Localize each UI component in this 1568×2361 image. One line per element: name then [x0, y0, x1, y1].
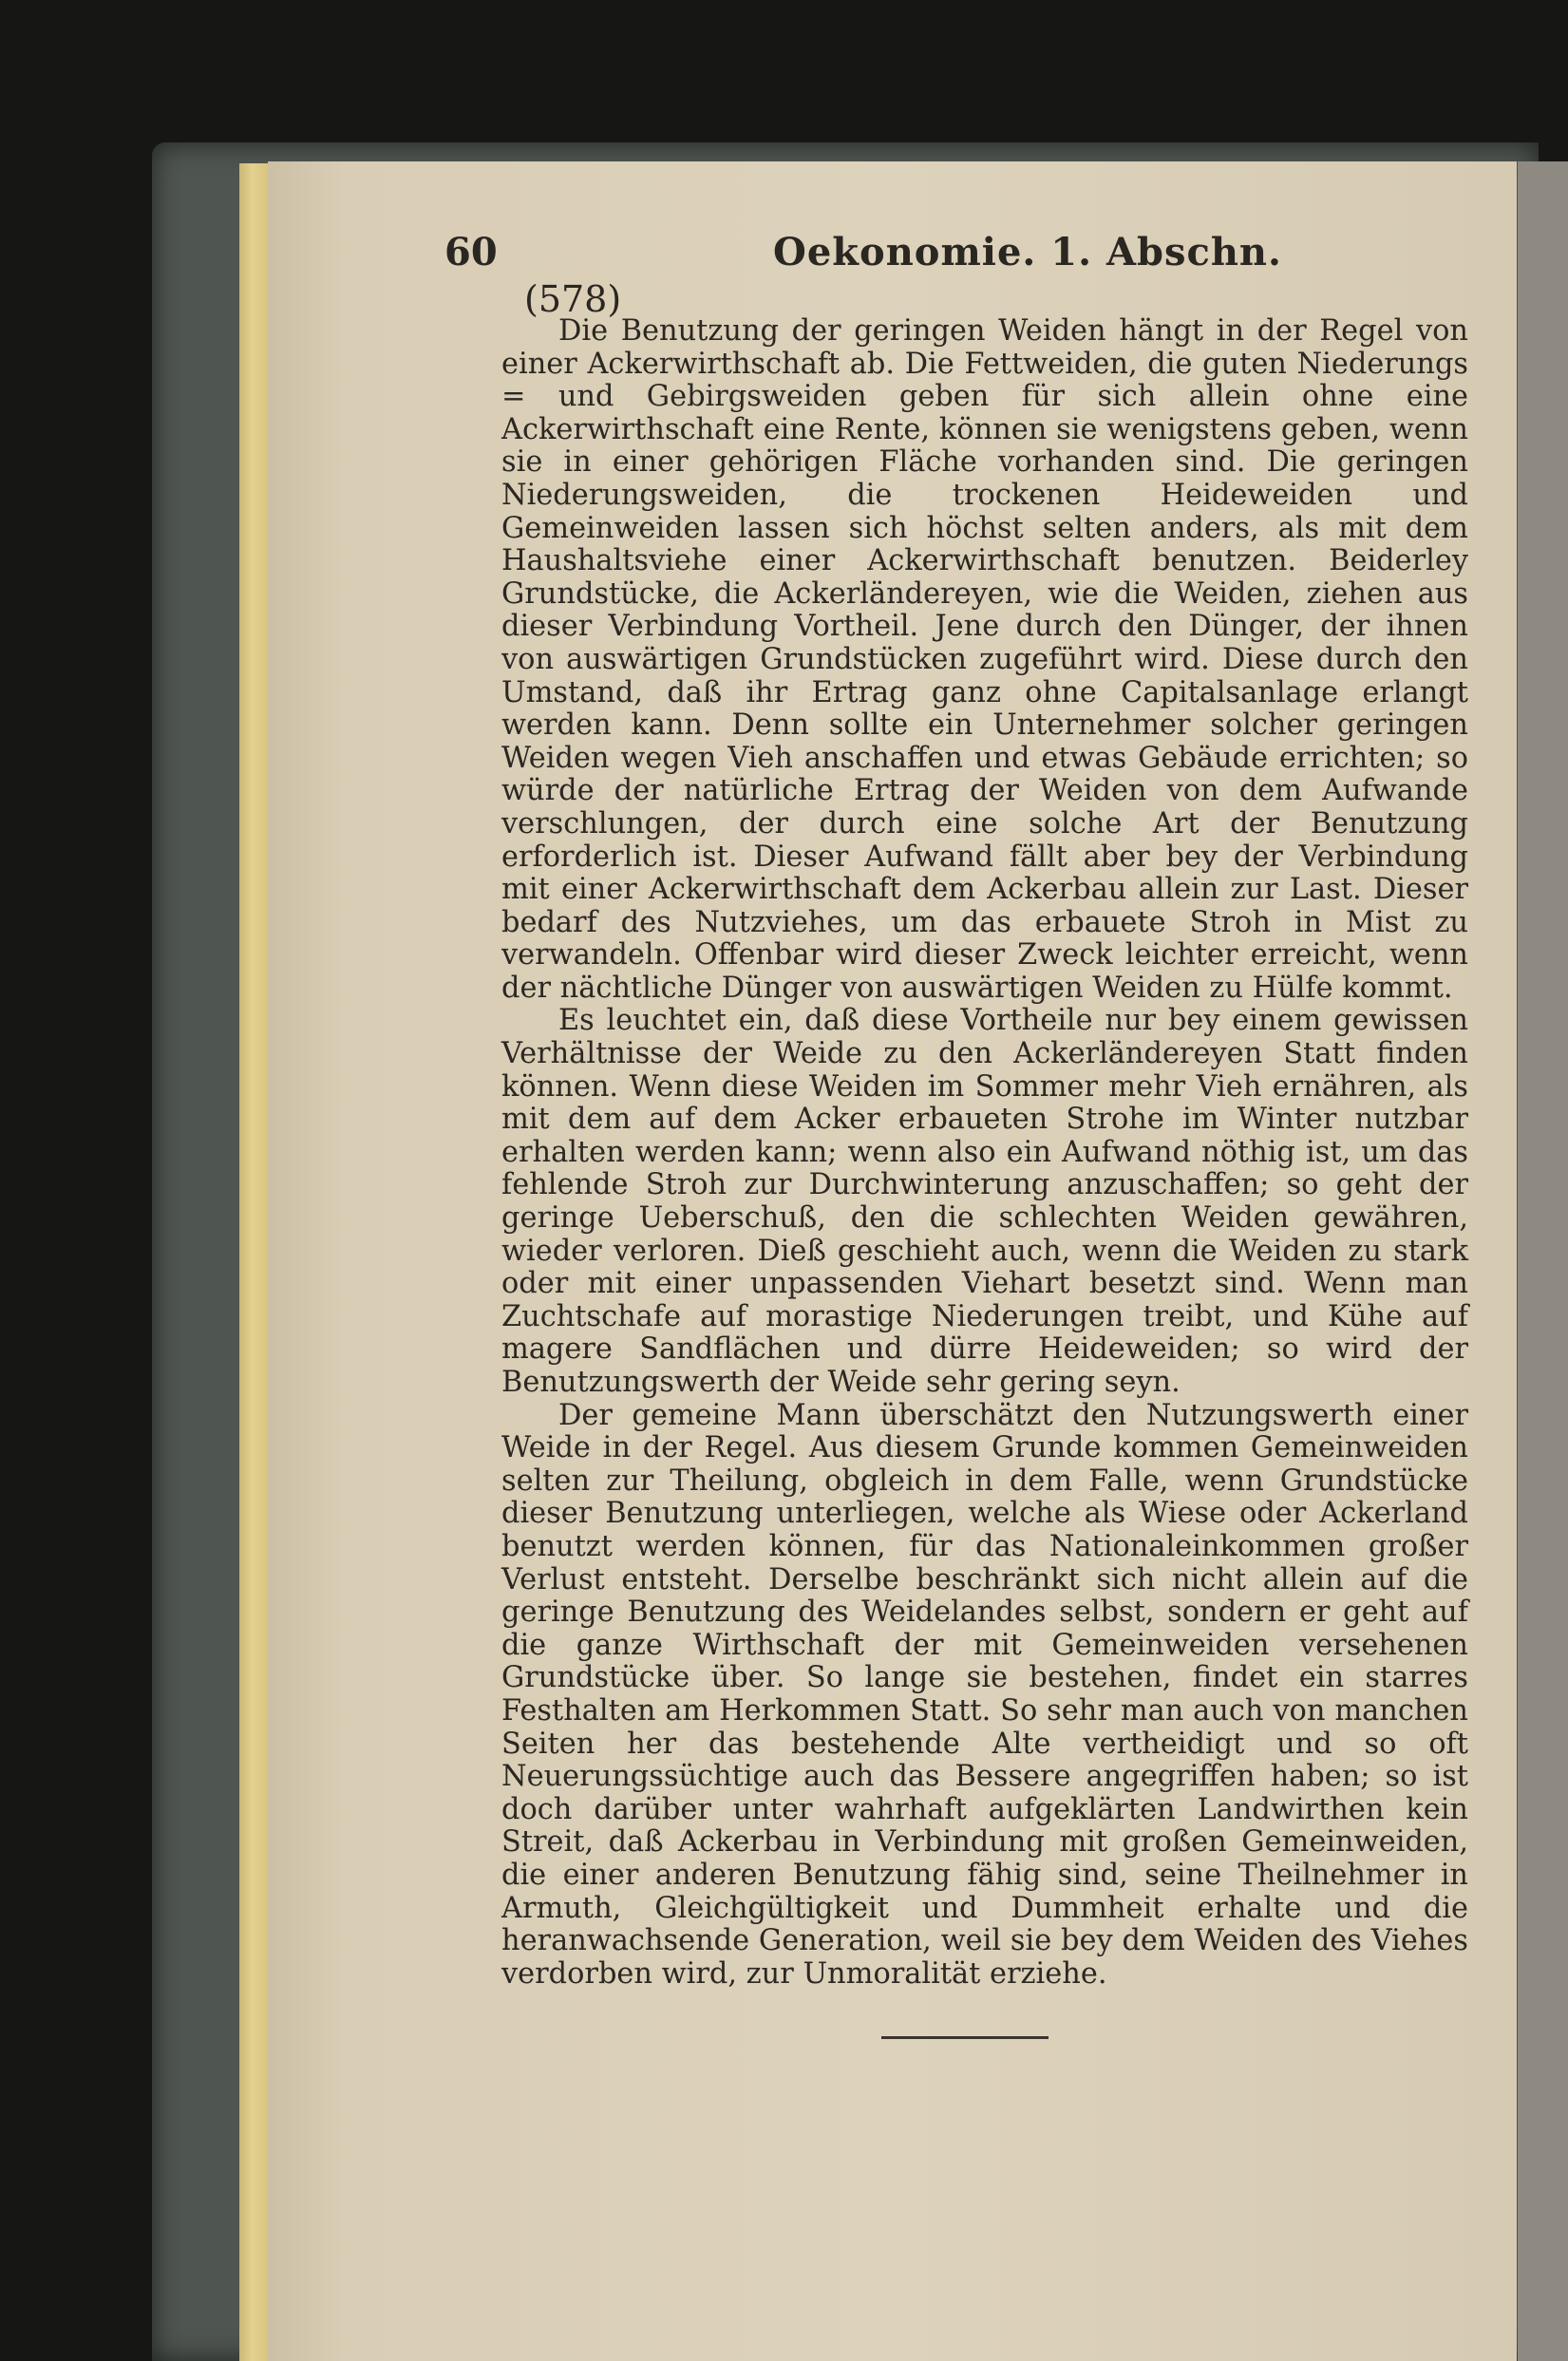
paragraph: Es leuchtet ein, daß diese Vortheile nur bey einem gewissen Verhältnisse der Weide zu den Ackerländereyen Statt finden können. Wenn diese Weiden im Sommer mehr Vieh ernähren, als mit dem auf dem Acker erbaueten Strohe im Winter nutzbar erhalten werden kann; wenn also ein Aufwand nöthig ist, um das fehlende Stroh zur Durchwinterung anzuschaffen; so geht der geringe Ueberschuß, den die schlechten Weiden gewähren, wieder verloren. Dieß geschieht auch, wenn die Weiden zu stark oder mit einer unpassenden Viehart besetzt sind. Wenn man Zuchtschafe auf morastige Niederungen treibt, und Kühe auf magere Sandflächen und dürre Heideweiden; so wird der Benutzungswerth der Weide sehr gering seyn. [501, 1004, 1468, 1399]
page-edge [239, 163, 270, 2361]
page-number: 60 [444, 230, 498, 274]
page-header [444, 230, 1470, 277]
section-number: (578) [524, 278, 622, 320]
running-head: Oekonomie. 1. Abschn. [773, 230, 1282, 274]
end-rule [881, 2036, 1048, 2039]
next-page-edge [1518, 161, 1568, 2361]
paragraph: Die Benutzung der geringen Weiden hängt in der Regel von einer Ackerwirthschaft ab. Die Fettweiden, die guten Niederungs = und Gebirgsweiden geben für sich allein ohne eine Ackerwirthschaft eine Rente, können sie wenigstens geben, wenn sie in einer gehörigen Fläche vorhanden sind. Die geringen Niederungsweiden, die trockenen Heideweiden und Gemeinweiden lassen sich höchst selten anders, als mit dem Haushaltsviehe einer Ackerwirthschaft benutzen. Beiderley Grundstücke, die Ackerländereyen, wie die Weiden, ziehen aus dieser Verbindung Vortheil. Jene durch den Dünger, der ihnen von auswärtigen Grundstücken zugeführt wird. Diese durch den Umstand, daß ihr Ertrag ganz ohne Capitalsanlage erlangt werden kann. Denn sollte ein Unternehmer solcher geringen Weiden wegen Vieh anschaffen und etwas Gebäude errichten; so würde der natürliche Ertrag der Weiden von dem Aufwande verschlungen, der durch eine solche Art der Benutzung erforderlich ist. Dieser Aufwand fällt aber bey der Verbindung mit einer Ackerwirthschaft dem Ackerbau allein zur Last. Dieser bedarf des Nutzviehes, um das erbauete Stroh in Mist zu verwandeln. Offenbar wird dieser Zweck leichter erreicht, wenn der nächtliche Dünger von auswärtigen Weiden zu Hülfe kommt. [501, 314, 1468, 1005]
body-text [501, 315, 1468, 1991]
paragraph: Der gemeine Mann überschätzt den Nutzungswerth einer Weide in der Regel. Aus diesem Grunde kommen Gemeinweiden selten zur Theilung, obgleich in dem Falle, wenn Grundstücke dieser Benutzung unterliegen, welche als Wiese oder Ackerland benutzt werden können, für das Nationaleinkommen großer Verlust entsteht. Derselbe beschränkt sich nicht allein auf die geringe Benutzung des Weidelandes selbst, sondern er geht auf die ganze Wirthschaft der mit Gemeinweiden versehenen Grundstücke über. So lange sie bestehen, findet ein starres Festhalten am Herkommen Statt. So sehr man auch von manchen Seiten her das bestehende Alte vertheidigt und so oft Neuerungssüchtige auch das Bessere angegriffen haben; so ist doch darüber unter wahrhaft aufgeklärten Landwirthen kein Streit, daß Ackerbau in Verbindung mit großen Gemeinweiden, die einer anderen Benutzung fähig sind, seine Theilnehmer in Armuth, Gleichgültigkeit und Dummheit erhalte und die heranwachsende Generation, weil sie bey dem Weiden des Viehes verdorben wird, zur Unmoralität erziehe. [501, 1398, 1468, 1991]
